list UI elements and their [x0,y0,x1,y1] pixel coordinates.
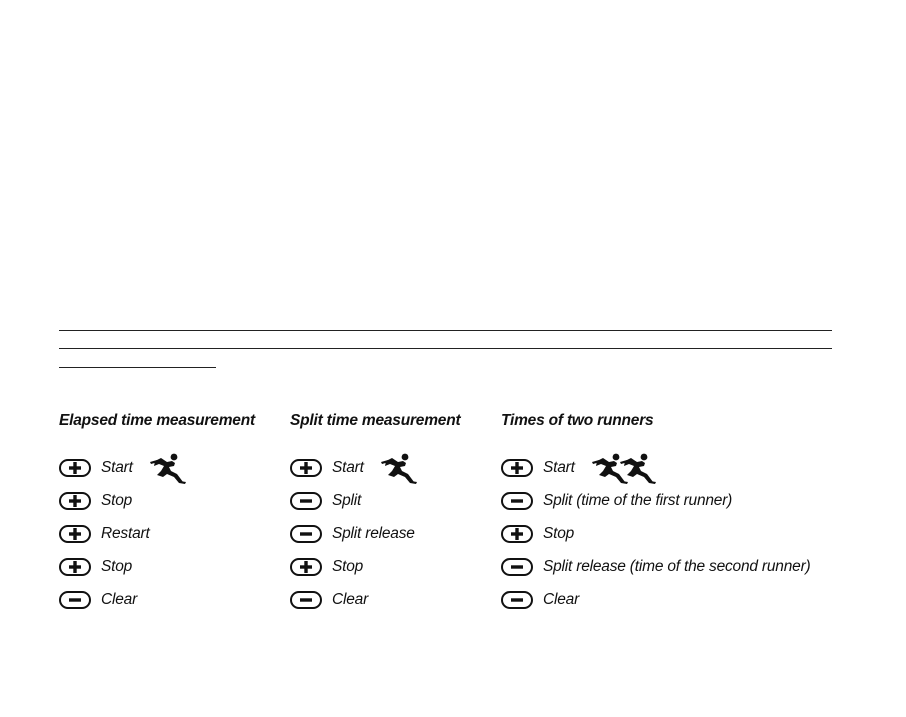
instruction-row [59,588,137,612]
plus-button-icon [290,459,322,477]
instruction-row [59,456,187,480]
instruction-label: Split release (time of the second runner) [543,558,811,575]
sprinter-icon [378,452,418,484]
minus-button-icon [59,591,91,609]
instruction-row [501,555,811,579]
instruction-row [501,522,574,546]
instruction-row [501,489,732,513]
instruction-label: Clear [332,591,369,608]
instruction-row [59,522,150,546]
divider-line-3 [59,367,216,368]
instruction-row [290,555,363,579]
instruction-row [59,489,132,513]
instruction-row [290,522,415,546]
column-heading: Split time measurement [290,412,461,429]
divider-line-2 [59,348,832,349]
plus-button-icon [59,558,91,576]
instruction-row [290,489,361,513]
minus-button-icon [290,591,322,609]
minus-button-icon [501,492,533,510]
minus-button-icon [290,492,322,510]
instruction-label: Stop [101,492,133,509]
instruction-label: Stop [332,558,364,575]
runner-icons [378,452,418,484]
instruction-label: Split (time of the first runner) [543,492,733,509]
runner-icons [147,452,187,484]
instruction-label: Start [101,459,133,476]
instruction-label: Split [332,492,362,509]
instruction-label: Stop [101,558,133,575]
plus-button-icon [59,459,91,477]
plus-button-icon [59,525,91,543]
instruction-label: Clear [101,591,138,608]
instruction-row [290,588,368,612]
sprinter-icon [617,452,657,484]
runner-icons [589,452,657,484]
instruction-label: Restart [101,525,150,542]
instruction-label: Start [332,459,364,476]
minus-button-icon [501,591,533,609]
sprinter-icon [147,452,187,484]
plus-button-icon [290,558,322,576]
divider-line-1 [59,330,832,331]
instruction-row [290,456,418,480]
column-heading: Times of two runners [501,412,654,429]
instruction-label: Start [543,459,575,476]
minus-button-icon [501,558,533,576]
instruction-label: Clear [543,591,580,608]
column-heading: Elapsed time measurement [59,412,255,429]
instruction-row [501,456,657,480]
instruction-label: Split release [332,525,415,542]
plus-button-icon [501,459,533,477]
plus-button-icon [59,492,91,510]
instruction-row [59,555,132,579]
plus-button-icon [501,525,533,543]
instruction-row [501,588,579,612]
instruction-label: Stop [543,525,575,542]
minus-button-icon [290,525,322,543]
